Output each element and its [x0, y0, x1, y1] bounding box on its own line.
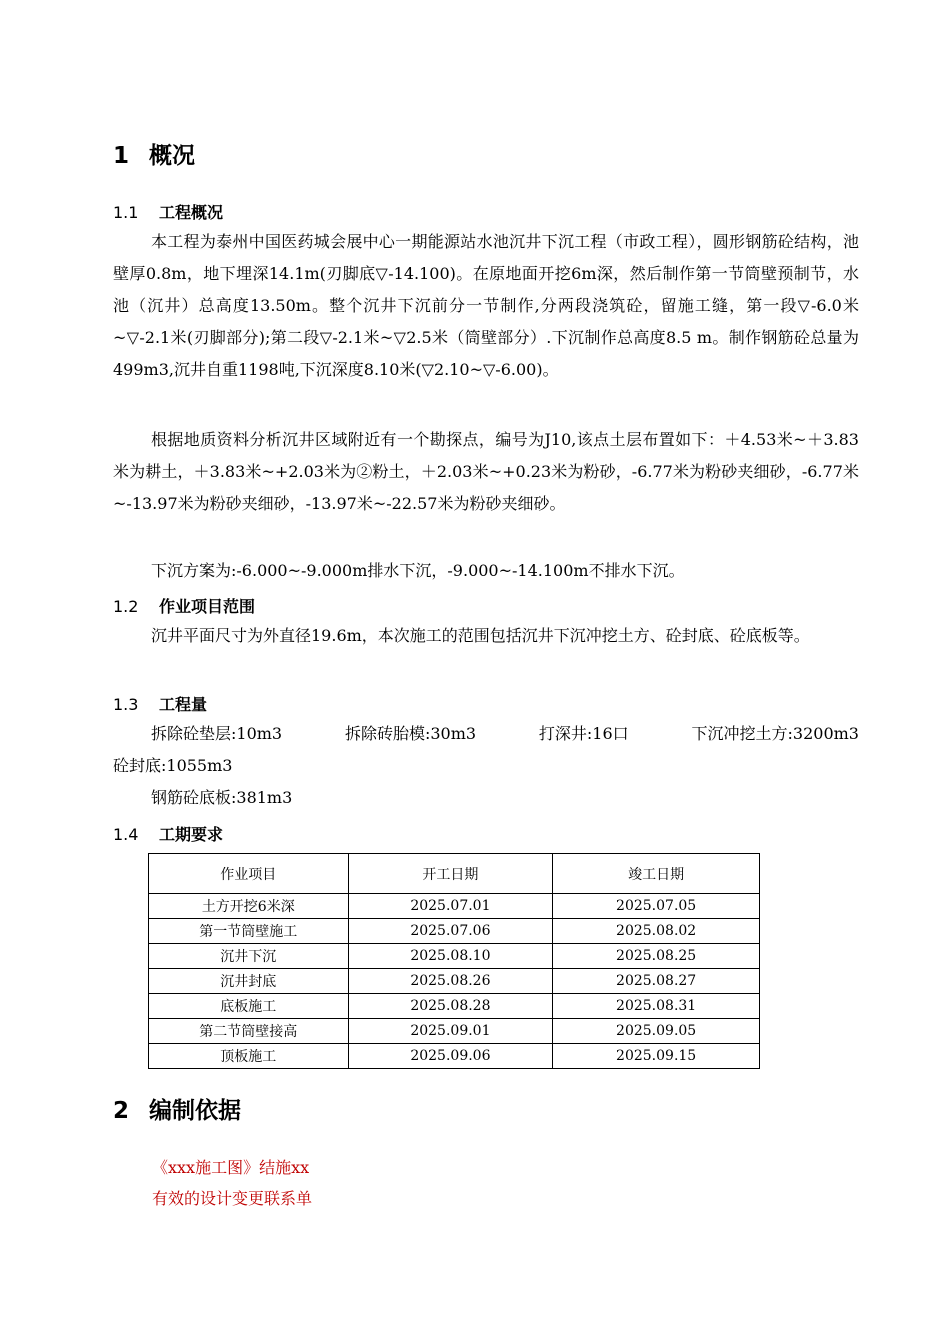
table-row — [149, 969, 760, 994]
quantity-item: 拆除砖胎模:30m3 — [344, 724, 477, 743]
task-cell: 第一节筒壁施工 — [149, 919, 349, 944]
start-date-cell: 2025.07.01 — [348, 894, 553, 919]
table-row — [149, 919, 760, 944]
task-cell: 土方开挖6米深 — [149, 894, 349, 919]
basis-item-drawings: 《xxx施工图》结施xx — [152, 1158, 310, 1177]
section-1-3-heading — [113, 692, 207, 715]
end-date-cell: 2025.08.25 — [553, 944, 760, 969]
section-1-heading — [113, 137, 195, 170]
geology-paragraph: 根据地质资料分析沉井区域附近有一个勘探点，编号为J10,该点土层布置如下：＋4.53米~＋3.83米为耕土，＋3.83米~+2.03米为②粉土，＋2.03米~+0.23米为粉砂，-6.77米为粉砂夹细砂，-6.77米~-13.97米为粉砂夹细砂，-13.97米~-22.57米为粉砂夹细砂。 — [113, 430, 859, 513]
quantities-row — [113, 718, 859, 750]
column-header: 开工日期 — [348, 854, 553, 894]
quantity-item: 拆除砼垫层:10m3 — [151, 724, 283, 743]
section-number: 1.3 — [113, 695, 139, 714]
quantity-item: 下沉冲挖土方:3200m3 — [691, 724, 859, 743]
task-cell: 沉井下沉 — [149, 944, 349, 969]
end-date-cell: 2025.09.15 — [553, 1044, 760, 1069]
table-row — [149, 944, 760, 969]
task-cell: 顶板施工 — [149, 1044, 349, 1069]
end-date-cell: 2025.08.02 — [553, 919, 760, 944]
basis-item-change-orders: 有效的设计变更联系单 — [152, 1189, 313, 1208]
start-date-cell: 2025.09.06 — [348, 1044, 553, 1069]
start-date-cell: 2025.08.28 — [348, 994, 553, 1019]
table-row — [149, 1019, 760, 1044]
section-number: 1.4 — [113, 825, 139, 844]
table-row — [149, 894, 760, 919]
section-title: 工期要求 — [159, 825, 224, 844]
column-header: 作业项目 — [149, 854, 349, 894]
task-cell: 底板施工 — [149, 994, 349, 1019]
section-number: 2 — [113, 1098, 130, 1124]
start-date-cell: 2025.08.10 — [348, 944, 553, 969]
end-date-cell: 2025.08.27 — [553, 969, 760, 994]
quantity-item: 打深井:16口 — [538, 724, 629, 743]
section-number: 1 — [113, 143, 130, 169]
section-number: 1.1 — [113, 203, 139, 222]
scope-paragraph: 沉井平面尺寸为外直径19.6m，本次施工的范围包括沉井下沉冲挖土方、砼封底、砼底板等。 — [151, 626, 810, 645]
quantity-item: 砼封底:1055m3 — [113, 756, 233, 775]
end-date-cell: 2025.09.05 — [553, 1019, 760, 1044]
schedule-table — [148, 853, 760, 1069]
section-1-4-heading — [113, 822, 223, 845]
table-row — [149, 1044, 760, 1069]
quantity-item: 钢筋砼底板:381m3 — [151, 788, 293, 807]
quantities-block — [113, 718, 859, 814]
start-date-cell: 2025.08.26 — [348, 969, 553, 994]
section-1-1-heading — [113, 200, 223, 223]
section-number: 1.2 — [113, 597, 139, 616]
section-title: 工程概况 — [159, 203, 224, 222]
section-title: 编制依据 — [149, 1098, 241, 1124]
section-title: 作业项目范围 — [159, 597, 256, 616]
start-date-cell: 2025.09.01 — [348, 1019, 553, 1044]
end-date-cell: 2025.07.05 — [553, 894, 760, 919]
start-date-cell: 2025.07.06 — [348, 919, 553, 944]
section-1-2-heading — [113, 594, 255, 617]
overview-paragraph: 本工程为泰州中国医药城会展中心一期能源站水池沉井下沉工程（市政工程），圆形钢筋砼结构，池壁厚0.8m，地下埋深14.1m(刃脚底▽-14.100)。在原地面开挖6m深，然后制作第一节筒壁预制节，水池（沉井）总高度13.50m。整个沉井下沉前分一节制作,分两段浇筑砼，留施工缝，第一段▽-6.0米~▽-2.1米(刃脚部分);第二段▽-2.1米~▽2.5米（筒壁部分）.下沉制作总高度8.5 m。制作钢筋砼总量为499m3,沉井自重1198吨,下沉深度8.10米(▽2.10~▽-6.00)。 — [113, 232, 859, 379]
section-title: 工程量 — [159, 695, 208, 714]
section-title: 概况 — [149, 143, 195, 169]
end-date-cell: 2025.08.31 — [553, 994, 760, 1019]
table-row — [149, 994, 760, 1019]
task-cell: 第二节筒壁接高 — [149, 1019, 349, 1044]
sinking-plan-paragraph: 下沉方案为:-6.000~-9.000m排水下沉，-9.000~-14.100m不排水下沉。 — [151, 561, 685, 580]
section-2-heading — [113, 1092, 241, 1125]
task-cell: 沉井封底 — [149, 969, 349, 994]
table-header-row — [149, 854, 760, 894]
column-header: 竣工日期 — [553, 854, 760, 894]
